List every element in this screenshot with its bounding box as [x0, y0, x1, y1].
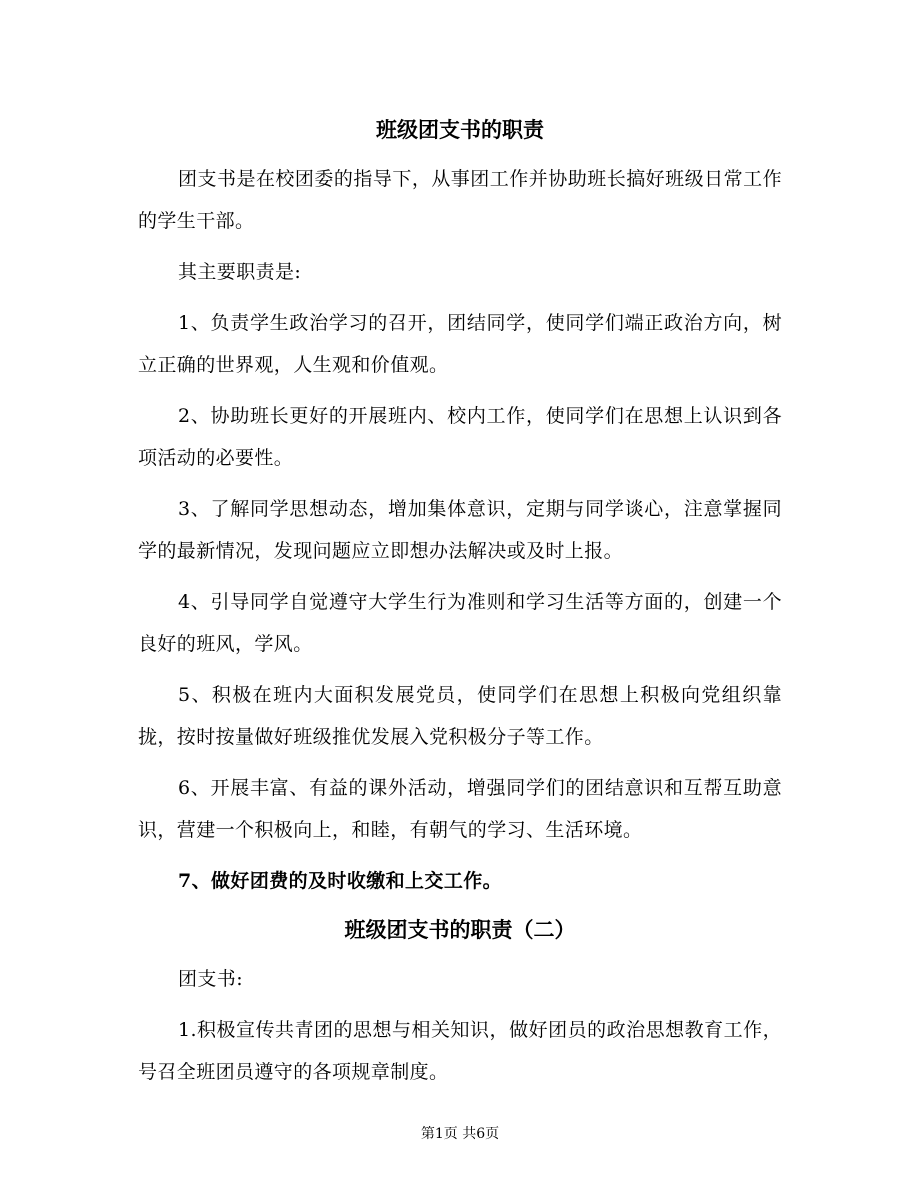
section-title-2: 班级团支书的职责（二）: [344, 917, 576, 942]
intro-paragraph: 团支书是在校团委的指导下，从事团工作并协助班长搞好班级日常工作的学生干部。: [138, 168, 782, 232]
page-content: [138, 112, 782, 1102]
section-title: 班级团支书的职责: [376, 117, 544, 142]
duty-item-3: 3、了解同学思想动态，增加集体意识，定期与同学谈心，注意掌握同学的最新情况，发现问题应立即想办法解决或及时上报。: [138, 498, 782, 562]
duty-item-7: 7、做好团费的及时收缴和上交工作。: [178, 870, 503, 892]
duty-item-2: 2、协助班长更好的开展班内、校内工作，使同学们在思想上认识到各项活动的必要性。: [138, 405, 782, 469]
duty-item-5: 5、积极在班内大面积发展党员，使同学们在思想上积极向党组织靠拢，按时按量做好班级推优发展入党积极分子等工作。: [138, 684, 782, 748]
page-number-footer: 第1页 共6页: [420, 1126, 500, 1142]
section2-intro: 团支书:: [178, 968, 244, 990]
section2-item-1: 1.积极宣传共青团的思想与相关知识，做好团员的政治思想教育工作，号召全班团员遵守的各项规章制度。: [138, 1019, 782, 1083]
duty-item-1: 1、负责学生政治学习的召开，团结同学，使同学们端正政治方向，树立正确的世界观，人生观和价值观。: [138, 312, 782, 376]
duty-item-4: 4、引导同学自觉遵守大学生行为准则和学习生活等方面的，创建一个良好的班风，学风。: [138, 591, 782, 655]
duty-item-6: 6、开展丰富、有益的课外活动，增强同学们的团结意识和互帮互助意识，营建一个积极向上，和睦，有朝气的学习、生活环境。: [138, 777, 782, 841]
duties-heading: 其主要职责是:: [178, 261, 302, 283]
